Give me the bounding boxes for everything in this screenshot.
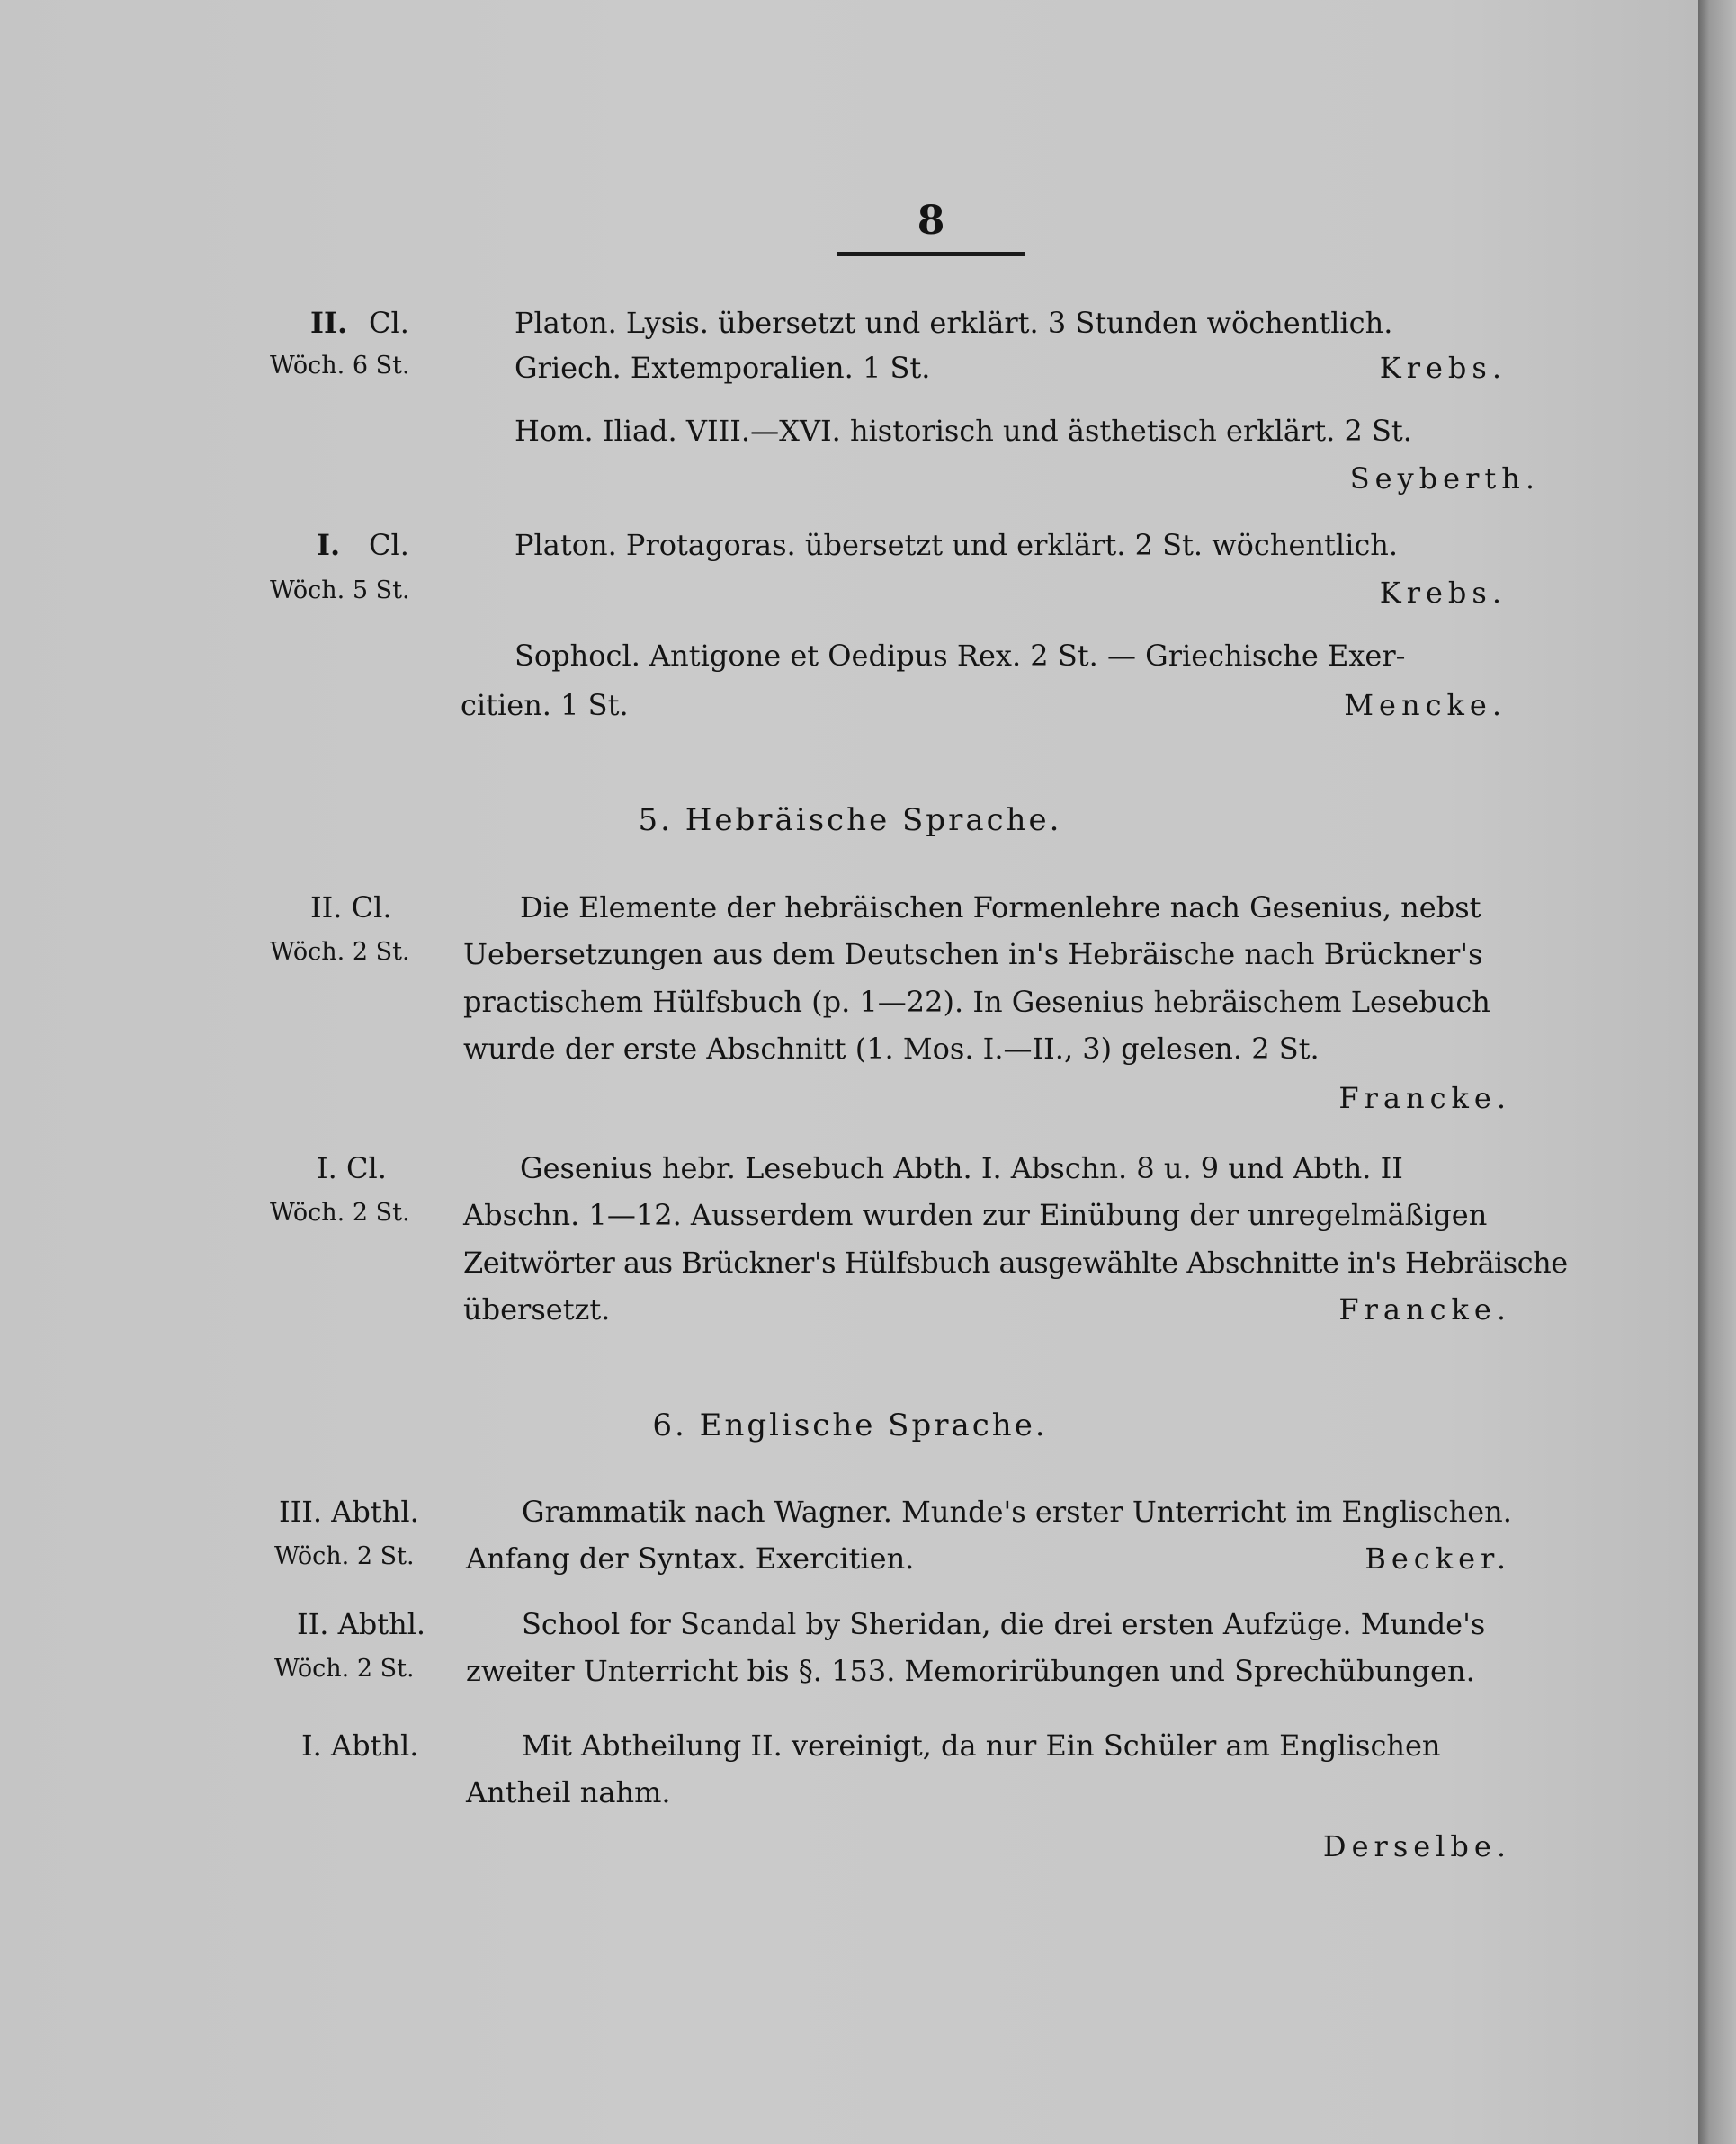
greek-class-label-cl: Cl. bbox=[369, 306, 409, 340]
greek-line-4: Platon. Protagoras. übersetzt und erklärt. 2 St. wöchentlich. bbox=[515, 528, 1399, 562]
hebrew-b1-line-4: wurde der erste Abschnitt (1. Mos. I.—II., 3) gelesen. 2 St. bbox=[463, 1032, 1320, 1066]
greek-teacher-2: Seyberth. bbox=[1349, 461, 1540, 496]
greek-class-label-i: I. bbox=[317, 528, 341, 562]
hebrew-b2-line-1: Gesenius hebr. Lesebuch Abth. I. Abschn. 8 u. 9 und Abth. II bbox=[520, 1151, 1403, 1185]
english-hours-label-1: Wöch. 2 St. bbox=[274, 1542, 415, 1570]
greek-class-label-ii: II. bbox=[310, 306, 348, 340]
greek-line-1: Platon. Lysis. übersetzt und erklärt. 3 Stunden wöchentlich. bbox=[515, 306, 1393, 340]
english-e1-line-1: Grammatik nach Wagner. Munde's erster Unterricht im Englischen. bbox=[522, 1495, 1512, 1529]
hebrew-hours-label-2: Wöch. 2 St. bbox=[270, 1199, 410, 1227]
greek-line-6: citien. 1 St. bbox=[461, 688, 629, 722]
hebrew-class-label-1: II. Cl. bbox=[310, 890, 392, 925]
hebrew-hours-label-1: Wöch. 2 St. bbox=[270, 938, 410, 966]
english-e3-line-1: Mit Abtheilung II. vereinigt, da nur Ein Schüler am Englischen bbox=[522, 1729, 1441, 1763]
greek-teacher-3: Krebs. bbox=[1379, 576, 1507, 610]
english-class-label-3: I. Abthl. bbox=[301, 1729, 419, 1763]
english-e2-line-1: School for Scandal by Sheridan, die drei ersten Aufzüge. Munde's bbox=[522, 1607, 1486, 1641]
greek-teacher-4: Mencke. bbox=[1344, 688, 1507, 722]
english-teacher-1: Becker. bbox=[1365, 1541, 1511, 1576]
hebrew-b2-line-2: Abschn. 1—12. Ausserdem wurden zur Einübung der unregelmäßigen bbox=[463, 1198, 1488, 1232]
english-e2-line-2: zweiter Unterricht bis §. 153. Memorirübungen und Sprechübungen. bbox=[466, 1654, 1475, 1688]
greek-line-3: Hom. Iliad. VIII.—XVI. historisch und ästhetisch erklärt. 2 St. bbox=[515, 414, 1412, 448]
greek-line-2: Griech. Extemporalien. 1 St. bbox=[515, 351, 931, 385]
english-class-label-2: II. Abthl. bbox=[297, 1607, 426, 1641]
english-e1-line-2: Anfang der Syntax. Exercitien. bbox=[466, 1541, 915, 1576]
book-spine bbox=[1698, 0, 1736, 2144]
greek-class-label-cl-2: Cl. bbox=[369, 528, 409, 562]
hebrew-b1-line-3: practischem Hülfsbuch (p. 1—22). In Gesenius hebräischem Lesebuch bbox=[463, 985, 1490, 1019]
hebrew-class-label-2: I. Cl. bbox=[317, 1151, 387, 1185]
english-teacher-3: Derselbe. bbox=[1322, 1829, 1511, 1863]
english-hours-label-2: Wöch. 2 St. bbox=[274, 1655, 415, 1683]
greek-hours-label: Wöch. 6 St. bbox=[270, 352, 410, 380]
english-class-label-1: III. Abthl. bbox=[279, 1495, 419, 1529]
hebrew-b1-line-2: Uebersetzungen aus dem Deutschen in's Hebräische nach Brückner's bbox=[463, 937, 1483, 971]
hebrew-teacher-2: Francke. bbox=[1338, 1292, 1511, 1327]
hebrew-b1-line-1: Die Elemente der hebräischen Formenlehre nach Gesenius, nebst bbox=[520, 890, 1481, 925]
page-number: 8 bbox=[917, 198, 945, 244]
english-e3-line-2: Antheil nahm. bbox=[466, 1775, 671, 1809]
greek-line-5: Sophocl. Antigone et Oedipus Rex. 2 St. — Griechische Exer- bbox=[515, 639, 1406, 673]
hebrew-b2-line-3: Zeitwörter aus Brückner's Hülfsbuch ausgewählte Abschnitte in's Hebräische bbox=[463, 1246, 1568, 1280]
hebrew-b2-line-4: übersetzt. bbox=[463, 1292, 611, 1327]
english-heading: 6. Englische Sprache. bbox=[652, 1407, 1048, 1443]
page-number-rule bbox=[837, 252, 1025, 256]
greek-hours-label-2: Wöch. 5 St. bbox=[270, 576, 410, 604]
hebrew-teacher-1: Francke. bbox=[1338, 1081, 1511, 1115]
greek-teacher-1: Krebs. bbox=[1379, 351, 1507, 385]
hebrew-heading: 5. Hebräische Sprache. bbox=[638, 802, 1062, 838]
